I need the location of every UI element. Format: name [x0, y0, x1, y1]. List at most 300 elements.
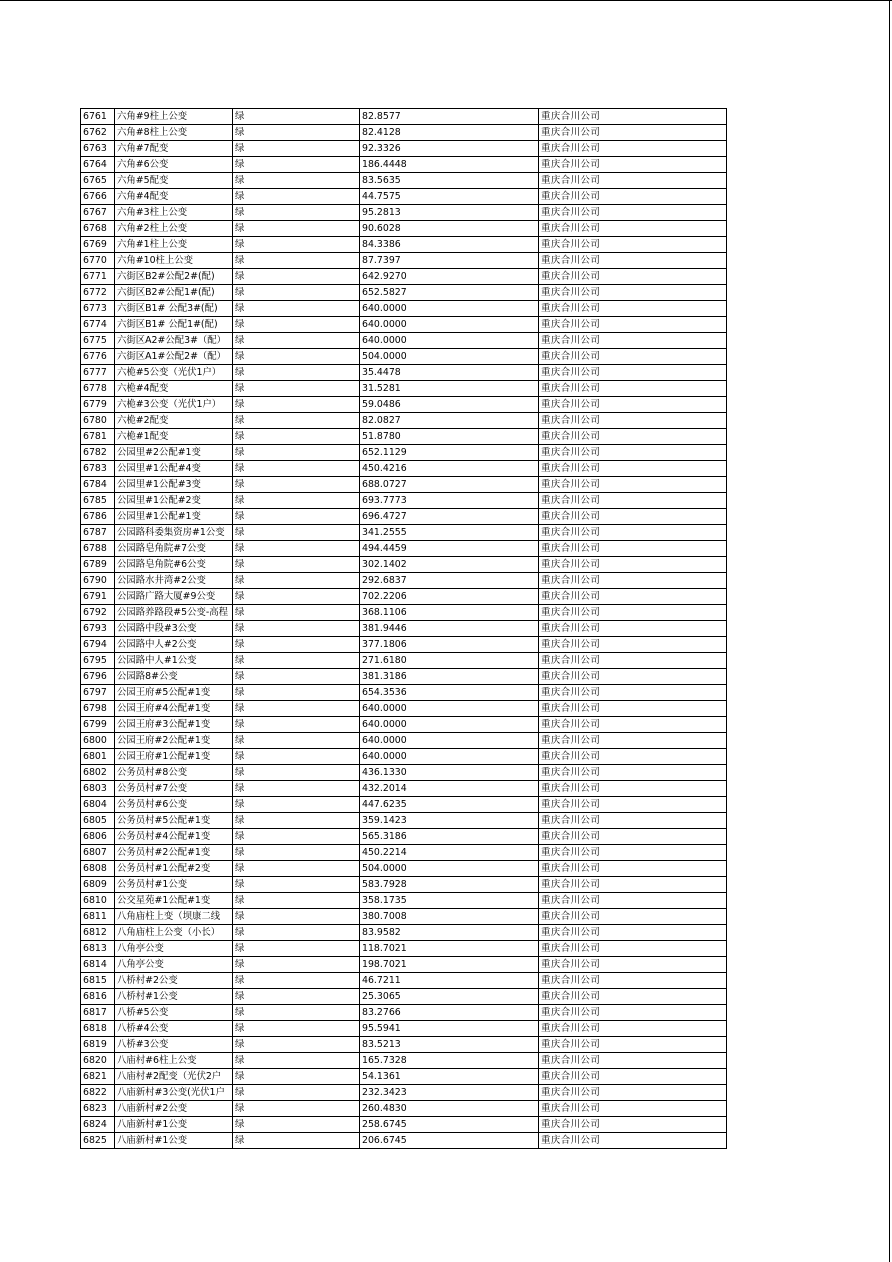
table-row	[81, 445, 727, 461]
table-row	[81, 285, 727, 301]
transformer-name-cell: 六桅#2配变	[115, 413, 233, 429]
value-cell: 450.4216	[360, 461, 539, 477]
row-id-cell: 6812	[81, 925, 115, 941]
table-row	[81, 141, 727, 157]
row-id-cell: 6766	[81, 189, 115, 205]
table-row	[81, 957, 727, 973]
row-id-cell: 6786	[81, 509, 115, 525]
value-cell: 640.0000	[360, 701, 539, 717]
transformer-name-cell: 八庙村#6柱上公变	[115, 1053, 233, 1069]
transformer-name-cell: 六角#2柱上公变	[115, 221, 233, 237]
status-color-cell: 绿	[233, 925, 360, 941]
table-row	[81, 749, 727, 765]
transformer-name-cell: 公园路皂角院#7公变	[115, 541, 233, 557]
transformer-name-cell: 公园王府#1公配#1变	[115, 749, 233, 765]
value-cell: 565.3186	[360, 829, 539, 845]
transformer-name-cell: 八桥村#2公变	[115, 973, 233, 989]
transformer-name-cell: 六桅#3公变（光伏1户）	[115, 397, 233, 413]
company-cell: 重庆合川公司	[539, 749, 727, 765]
status-color-cell: 绿	[233, 269, 360, 285]
value-cell: 82.4128	[360, 125, 539, 141]
table-row	[81, 621, 727, 637]
transformer-name-cell: 六街区B2#公配1#(配)	[115, 285, 233, 301]
table-row	[81, 173, 727, 189]
value-cell: 82.8577	[360, 109, 539, 125]
table-row	[81, 637, 727, 653]
table-row	[81, 861, 727, 877]
status-color-cell: 绿	[233, 1037, 360, 1053]
transformer-name-cell: 六桅#4配变	[115, 381, 233, 397]
value-cell: 381.3186	[360, 669, 539, 685]
value-cell: 654.3536	[360, 685, 539, 701]
transformer-name-cell: 六街区A2#公配3#（配）	[115, 333, 233, 349]
table-row	[81, 477, 727, 493]
status-color-cell: 绿	[233, 1101, 360, 1117]
value-cell: 688.0727	[360, 477, 539, 493]
transformer-name-cell: 公务员村#8公变	[115, 765, 233, 781]
table-row	[81, 813, 727, 829]
row-id-cell: 6822	[81, 1085, 115, 1101]
value-cell: 702.2206	[360, 589, 539, 605]
transformer-name-cell: 八桥#5公变	[115, 1005, 233, 1021]
status-color-cell: 绿	[233, 477, 360, 493]
transformer-name-cell: 六角#1柱上公变	[115, 237, 233, 253]
row-id-cell: 6792	[81, 605, 115, 621]
status-color-cell: 绿	[233, 381, 360, 397]
transformer-name-cell: 六角#7配变	[115, 141, 233, 157]
row-id-cell: 6784	[81, 477, 115, 493]
status-color-cell: 绿	[233, 829, 360, 845]
row-id-cell: 6774	[81, 317, 115, 333]
row-id-cell: 6811	[81, 909, 115, 925]
status-color-cell: 绿	[233, 909, 360, 925]
table-row	[81, 125, 727, 141]
transformer-name-cell: 六桅#1配变	[115, 429, 233, 445]
row-id-cell: 6790	[81, 573, 115, 589]
company-cell: 重庆合川公司	[539, 429, 727, 445]
table-row	[81, 557, 727, 573]
company-cell: 重庆合川公司	[539, 1005, 727, 1021]
value-cell: 87.7397	[360, 253, 539, 269]
company-cell: 重庆合川公司	[539, 925, 727, 941]
company-cell: 重庆合川公司	[539, 541, 727, 557]
company-cell: 重庆合川公司	[539, 765, 727, 781]
status-color-cell: 绿	[233, 989, 360, 1005]
table-row	[81, 157, 727, 173]
transformer-name-cell: 公园路中段#3公变	[115, 621, 233, 637]
value-cell: 83.5635	[360, 173, 539, 189]
value-cell: 341.2555	[360, 525, 539, 541]
value-cell: 90.6028	[360, 221, 539, 237]
transformer-name-cell: 八庙村#2配变（光伏2户	[115, 1069, 233, 1085]
value-cell: 640.0000	[360, 733, 539, 749]
row-id-cell: 6805	[81, 813, 115, 829]
row-id-cell: 6787	[81, 525, 115, 541]
status-color-cell: 绿	[233, 845, 360, 861]
value-cell: 59.0486	[360, 397, 539, 413]
row-id-cell: 6761	[81, 109, 115, 125]
page-top-border	[0, 0, 892, 1]
value-cell: 652.5827	[360, 285, 539, 301]
status-color-cell: 绿	[233, 685, 360, 701]
table-row	[81, 701, 727, 717]
value-cell: 696.4727	[360, 509, 539, 525]
row-id-cell: 6820	[81, 1053, 115, 1069]
company-cell: 重庆合川公司	[539, 557, 727, 573]
row-id-cell: 6772	[81, 285, 115, 301]
transformer-name-cell: 公园路中人#1公变	[115, 653, 233, 669]
status-color-cell: 绿	[233, 701, 360, 717]
value-cell: 432.2014	[360, 781, 539, 797]
value-cell: 25.3065	[360, 989, 539, 1005]
status-color-cell: 绿	[233, 365, 360, 381]
transformer-name-cell: 六角#9柱上公变	[115, 109, 233, 125]
row-id-cell: 6815	[81, 973, 115, 989]
table-row	[81, 397, 727, 413]
transformer-name-cell: 六角#5配变	[115, 173, 233, 189]
transformer-name-cell: 八角庙柱上变（坝康二线	[115, 909, 233, 925]
company-cell: 重庆合川公司	[539, 301, 727, 317]
company-cell: 重庆合川公司	[539, 1069, 727, 1085]
transformer-name-cell: 公园里#1公配#2变	[115, 493, 233, 509]
company-cell: 重庆合川公司	[539, 1117, 727, 1133]
status-color-cell: 绿	[233, 669, 360, 685]
transformer-name-cell: 八角亭公变	[115, 957, 233, 973]
table-row	[81, 1101, 727, 1117]
table-row	[81, 1117, 727, 1133]
status-color-cell: 绿	[233, 445, 360, 461]
value-cell: 83.5213	[360, 1037, 539, 1053]
table-row	[81, 941, 727, 957]
status-color-cell: 绿	[233, 429, 360, 445]
company-cell: 重庆合川公司	[539, 349, 727, 365]
value-cell: 83.2766	[360, 1005, 539, 1021]
value-cell: 95.2813	[360, 205, 539, 221]
row-id-cell: 6825	[81, 1133, 115, 1149]
value-cell: 358.1735	[360, 893, 539, 909]
row-id-cell: 6818	[81, 1021, 115, 1037]
table-row	[81, 509, 727, 525]
transformer-name-cell: 六角#8柱上公变	[115, 125, 233, 141]
table-row	[81, 973, 727, 989]
table-row	[81, 765, 727, 781]
table-row	[81, 589, 727, 605]
company-cell: 重庆合川公司	[539, 381, 727, 397]
transformer-name-cell: 公园路8#公变	[115, 669, 233, 685]
status-color-cell: 绿	[233, 525, 360, 541]
status-color-cell: 绿	[233, 301, 360, 317]
transformer-name-cell: 公园王府#5公配#1变	[115, 685, 233, 701]
status-color-cell: 绿	[233, 157, 360, 173]
value-cell: 642.9270	[360, 269, 539, 285]
company-cell: 重庆合川公司	[539, 189, 727, 205]
transformer-name-cell: 六桅#5公变（光伏1户）	[115, 365, 233, 381]
page-right-border	[889, 0, 890, 1262]
company-cell: 重庆合川公司	[539, 573, 727, 589]
value-cell: 436.1330	[360, 765, 539, 781]
row-id-cell: 6797	[81, 685, 115, 701]
company-cell: 重庆合川公司	[539, 861, 727, 877]
value-cell: 271.6180	[360, 653, 539, 669]
transformer-name-cell: 公园路科委集资房#1公变	[115, 525, 233, 541]
status-color-cell: 绿	[233, 349, 360, 365]
row-id-cell: 6770	[81, 253, 115, 269]
row-id-cell: 6810	[81, 893, 115, 909]
company-cell: 重庆合川公司	[539, 813, 727, 829]
company-cell: 重庆合川公司	[539, 717, 727, 733]
status-color-cell: 绿	[233, 861, 360, 877]
transformer-name-cell: 公交星苑#1公配#1变	[115, 893, 233, 909]
transformer-name-cell: 公园里#1公配#4变	[115, 461, 233, 477]
row-id-cell: 6777	[81, 365, 115, 381]
company-cell: 重庆合川公司	[539, 1085, 727, 1101]
company-cell: 重庆合川公司	[539, 637, 727, 653]
transformer-name-cell: 八庙新村#1公变	[115, 1133, 233, 1149]
table-row	[81, 797, 727, 813]
company-cell: 重庆合川公司	[539, 797, 727, 813]
status-color-cell: 绿	[233, 637, 360, 653]
transformer-name-cell: 六角#10柱上公变	[115, 253, 233, 269]
transformer-name-cell: 公园路皂角院#6公变	[115, 557, 233, 573]
row-id-cell: 6780	[81, 413, 115, 429]
row-id-cell: 6794	[81, 637, 115, 653]
transformer-name-cell: 公务员村#5公配#1变	[115, 813, 233, 829]
value-cell: 450.2214	[360, 845, 539, 861]
status-color-cell: 绿	[233, 1069, 360, 1085]
company-cell: 重庆合川公司	[539, 493, 727, 509]
row-id-cell: 6763	[81, 141, 115, 157]
row-id-cell: 6799	[81, 717, 115, 733]
status-color-cell: 绿	[233, 253, 360, 269]
table-row	[81, 605, 727, 621]
table-row	[81, 653, 727, 669]
value-cell: 640.0000	[360, 717, 539, 733]
row-id-cell: 6776	[81, 349, 115, 365]
transformer-name-cell: 八庙新村#1公变	[115, 1117, 233, 1133]
table-row	[81, 909, 727, 925]
value-cell: 198.7021	[360, 957, 539, 973]
transformer-name-cell: 公务员村#2公配#1变	[115, 845, 233, 861]
transformer-name-cell: 公园路养路段#5公变-高程	[115, 605, 233, 621]
transformer-name-cell: 六角#6公变	[115, 157, 233, 173]
status-color-cell: 绿	[233, 1021, 360, 1037]
value-cell: 377.1806	[360, 637, 539, 653]
row-id-cell: 6762	[81, 125, 115, 141]
table-row	[81, 381, 727, 397]
status-color-cell: 绿	[233, 733, 360, 749]
status-color-cell: 绿	[233, 749, 360, 765]
transformer-name-cell: 公园王府#2公配#1变	[115, 733, 233, 749]
transformer-name-cell: 公园王府#4公配#1变	[115, 701, 233, 717]
status-color-cell: 绿	[233, 765, 360, 781]
value-cell: 165.7328	[360, 1053, 539, 1069]
row-id-cell: 6814	[81, 957, 115, 973]
transformer-name-cell: 公园里#1公配#1变	[115, 509, 233, 525]
row-id-cell: 6779	[81, 397, 115, 413]
row-id-cell: 6801	[81, 749, 115, 765]
value-cell: 693.7773	[360, 493, 539, 509]
table-row	[81, 717, 727, 733]
row-id-cell: 6767	[81, 205, 115, 221]
transformer-name-cell: 公务员村#6公变	[115, 797, 233, 813]
transformer-name-cell: 六街区A1#公配2#（配）	[115, 349, 233, 365]
status-color-cell: 绿	[233, 877, 360, 893]
row-id-cell: 6821	[81, 1069, 115, 1085]
row-id-cell: 6809	[81, 877, 115, 893]
row-id-cell: 6793	[81, 621, 115, 637]
table-row	[81, 349, 727, 365]
row-id-cell: 6778	[81, 381, 115, 397]
status-color-cell: 绿	[233, 557, 360, 573]
row-id-cell: 6808	[81, 861, 115, 877]
company-cell: 重庆合川公司	[539, 253, 727, 269]
value-cell: 31.5281	[360, 381, 539, 397]
status-color-cell: 绿	[233, 509, 360, 525]
company-cell: 重庆合川公司	[539, 621, 727, 637]
company-cell: 重庆合川公司	[539, 125, 727, 141]
value-cell: 260.4830	[360, 1101, 539, 1117]
transformer-name-cell: 公务员村#7公变	[115, 781, 233, 797]
row-id-cell: 6791	[81, 589, 115, 605]
value-cell: 583.7928	[360, 877, 539, 893]
company-cell: 重庆合川公司	[539, 669, 727, 685]
company-cell: 重庆合川公司	[539, 221, 727, 237]
status-color-cell: 绿	[233, 173, 360, 189]
row-id-cell: 6802	[81, 765, 115, 781]
status-color-cell: 绿	[233, 461, 360, 477]
status-color-cell: 绿	[233, 141, 360, 157]
company-cell: 重庆合川公司	[539, 1037, 727, 1053]
table-row	[81, 221, 727, 237]
row-id-cell: 6769	[81, 237, 115, 253]
transformer-name-cell: 八桥#4公变	[115, 1021, 233, 1037]
company-cell: 重庆合川公司	[539, 733, 727, 749]
company-cell: 重庆合川公司	[539, 989, 727, 1005]
company-cell: 重庆合川公司	[539, 909, 727, 925]
value-cell: 51.8780	[360, 429, 539, 445]
value-cell: 92.3326	[360, 141, 539, 157]
value-cell: 640.0000	[360, 317, 539, 333]
table-row	[81, 685, 727, 701]
table-row	[81, 1133, 727, 1149]
transformer-name-cell: 八庙新村#3公变(光伏1户	[115, 1085, 233, 1101]
transformer-name-cell: 公务员村#1公变	[115, 877, 233, 893]
row-id-cell: 6768	[81, 221, 115, 237]
table-row	[81, 269, 727, 285]
status-color-cell: 绿	[233, 493, 360, 509]
status-color-cell: 绿	[233, 1117, 360, 1133]
row-id-cell: 6765	[81, 173, 115, 189]
transformer-name-cell: 公务员村#1公配#2变	[115, 861, 233, 877]
status-color-cell: 绿	[233, 205, 360, 221]
table-row	[81, 237, 727, 253]
company-cell: 重庆合川公司	[539, 333, 727, 349]
row-id-cell: 6807	[81, 845, 115, 861]
transformer-name-cell: 八桥村#1公变	[115, 989, 233, 1005]
company-cell: 重庆合川公司	[539, 413, 727, 429]
status-color-cell: 绿	[233, 221, 360, 237]
table-row	[81, 1021, 727, 1037]
transformer-name-cell: 公园里#1公配#3变	[115, 477, 233, 493]
transformer-table	[80, 108, 727, 1149]
value-cell: 186.4448	[360, 157, 539, 173]
company-cell: 重庆合川公司	[539, 605, 727, 621]
row-id-cell: 6764	[81, 157, 115, 173]
transformer-name-cell: 公园里#2公配#1变	[115, 445, 233, 461]
value-cell: 504.0000	[360, 349, 539, 365]
value-cell: 95.5941	[360, 1021, 539, 1037]
table-row	[81, 429, 727, 445]
status-color-cell: 绿	[233, 973, 360, 989]
status-color-cell: 绿	[233, 1085, 360, 1101]
status-color-cell: 绿	[233, 189, 360, 205]
table-row	[81, 669, 727, 685]
status-color-cell: 绿	[233, 1005, 360, 1021]
row-id-cell: 6816	[81, 989, 115, 1005]
transformer-name-cell: 六角#4配变	[115, 189, 233, 205]
value-cell: 302.1402	[360, 557, 539, 573]
company-cell: 重庆合川公司	[539, 1133, 727, 1149]
status-color-cell: 绿	[233, 413, 360, 429]
row-id-cell: 6783	[81, 461, 115, 477]
status-color-cell: 绿	[233, 333, 360, 349]
company-cell: 重庆合川公司	[539, 781, 727, 797]
row-id-cell: 6775	[81, 333, 115, 349]
company-cell: 重庆合川公司	[539, 141, 727, 157]
company-cell: 重庆合川公司	[539, 653, 727, 669]
status-color-cell: 绿	[233, 605, 360, 621]
transformer-name-cell: 六角#3柱上公变	[115, 205, 233, 221]
status-color-cell: 绿	[233, 573, 360, 589]
status-color-cell: 绿	[233, 125, 360, 141]
table-row	[81, 893, 727, 909]
row-id-cell: 6771	[81, 269, 115, 285]
company-cell: 重庆合川公司	[539, 109, 727, 125]
value-cell: 368.1106	[360, 605, 539, 621]
table-row	[81, 109, 727, 125]
row-id-cell: 6788	[81, 541, 115, 557]
row-id-cell: 6806	[81, 829, 115, 845]
row-id-cell: 6796	[81, 669, 115, 685]
status-color-cell: 绿	[233, 109, 360, 125]
company-cell: 重庆合川公司	[539, 1053, 727, 1069]
company-cell: 重庆合川公司	[539, 1101, 727, 1117]
company-cell: 重庆合川公司	[539, 157, 727, 173]
value-cell: 381.9446	[360, 621, 539, 637]
status-color-cell: 绿	[233, 893, 360, 909]
company-cell: 重庆合川公司	[539, 1021, 727, 1037]
table-row	[81, 253, 727, 269]
table-row	[81, 1053, 727, 1069]
transformer-name-cell: 公园路水井湾#2公变	[115, 573, 233, 589]
value-cell: 504.0000	[360, 861, 539, 877]
table-body	[81, 109, 727, 1149]
value-cell: 640.0000	[360, 749, 539, 765]
company-cell: 重庆合川公司	[539, 285, 727, 301]
table-row	[81, 461, 727, 477]
transformer-name-cell: 六街区B1# 公配3#(配)	[115, 301, 233, 317]
status-color-cell: 绿	[233, 813, 360, 829]
table-row	[81, 1085, 727, 1101]
status-color-cell: 绿	[233, 797, 360, 813]
value-cell: 380.7008	[360, 909, 539, 925]
status-color-cell: 绿	[233, 717, 360, 733]
table-row	[81, 1005, 727, 1021]
row-id-cell: 6785	[81, 493, 115, 509]
company-cell: 重庆合川公司	[539, 701, 727, 717]
transformer-name-cell: 公园路中人#2公变	[115, 637, 233, 653]
row-id-cell: 6781	[81, 429, 115, 445]
